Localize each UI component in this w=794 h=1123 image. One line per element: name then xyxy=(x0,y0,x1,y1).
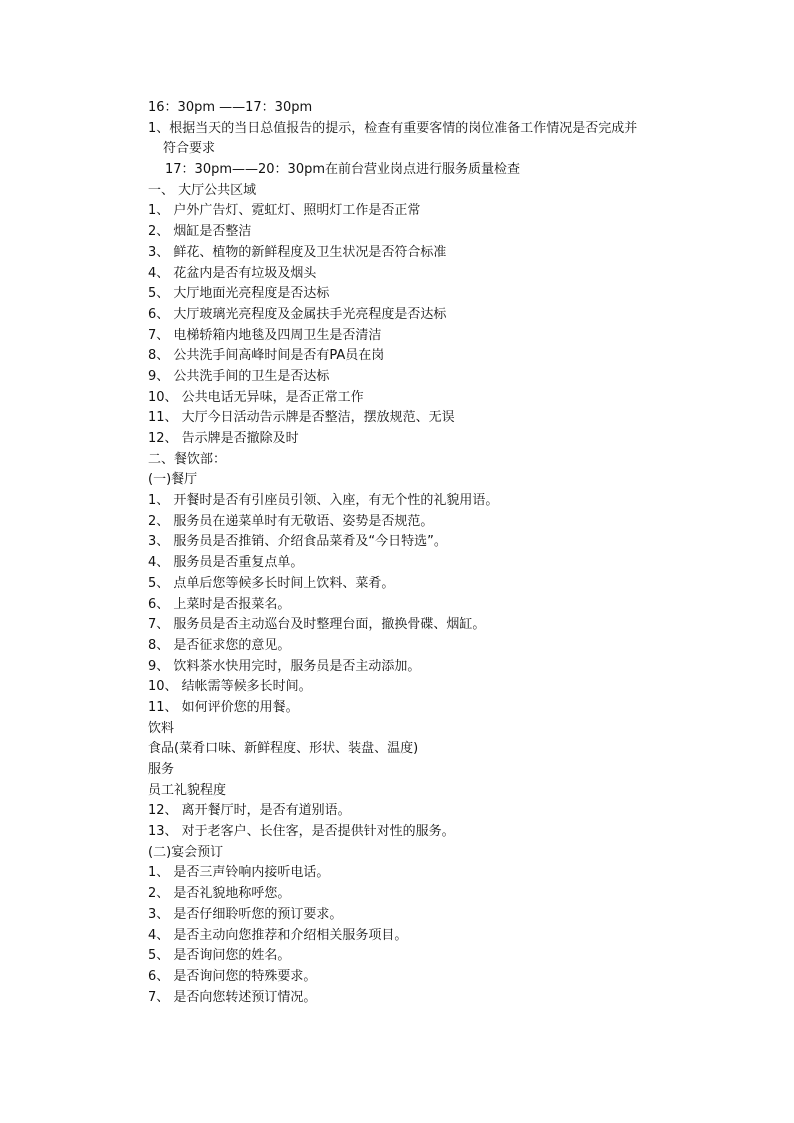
check-item-text-continuation: 符合要求 xyxy=(163,141,216,157)
list-item: 5、 是否询问您的姓名。 xyxy=(148,948,291,964)
rating-category: 服务 xyxy=(148,762,175,777)
list-item: 7、 服务员是否主动巡台及时整理台面，撤换骨碟、烟缸。 xyxy=(148,617,486,633)
subsection-heading-restaurant: (一)餐厅 xyxy=(148,472,198,488)
subsection-heading-banquet-booking: (二)宴会预订 xyxy=(148,844,224,860)
list-item: 3、 鲜花、植物的新鲜程度及卫生状况是否符合标准 xyxy=(148,244,447,260)
list-item: 6、 大厅玻璃光亮程度及金属扶手光亮程度是否达标 xyxy=(148,306,447,322)
list-item: 12、 离开餐厅时，是否有道别语。 xyxy=(148,803,351,819)
list-item: 9、 公共洗手间的卫生是否达标 xyxy=(148,368,330,384)
list-item: 8、 是否征求您的意见。 xyxy=(148,637,291,653)
check-item-text: 1、根据当天的当日总值报告的提示，检查有重要客情的岗位准备工作情况是否完成并 xyxy=(148,120,638,136)
list-item: 7、 是否向您转述预订情况。 xyxy=(148,989,317,1005)
time-range-heading-2: 17：30pm——20：30pm在前台营业岗点进行服务质量检查 xyxy=(165,162,520,178)
list-item: 4、 花盆内是否有垃圾及烟头 xyxy=(148,265,317,281)
list-item: 13、 对于老客户、长住客，是否提供针对性的服务。 xyxy=(148,824,455,840)
list-item: 2、 是否礼貌地称呼您。 xyxy=(148,886,291,902)
list-item: 1、 是否三声铃响内接听电话。 xyxy=(148,865,330,881)
list-item: 10、 结帐需等候多长时间。 xyxy=(148,679,312,695)
list-item: 8、 公共洗手间高峰时间是否有PA员在岗 xyxy=(148,348,385,364)
list-item: 11、 如何评价您的用餐。 xyxy=(148,699,299,715)
list-item: 5、 大厅地面光亮程度是否达标 xyxy=(148,286,330,302)
section-heading-lobby: 一、 大厅公共区域 xyxy=(148,182,257,198)
list-item: 9、 饮料茶水快用完时，服务员是否主动添加。 xyxy=(148,658,421,674)
list-item: 2、 烟缸是否整洁 xyxy=(148,224,252,240)
list-item: 12、 告示牌是否撤除及时 xyxy=(148,431,299,446)
rating-category: 食品(菜肴口味、新鲜程度、形状、装盘、温度) xyxy=(148,741,419,757)
list-item: 4、 服务员是否重复点单。 xyxy=(148,555,304,571)
list-item: 5、 点单后您等候多长时间上饮料、菜肴。 xyxy=(148,575,395,591)
section-heading-food-beverage: 二、餐饮部： xyxy=(148,451,227,467)
time-range-heading-1: 16：30pm ——17：30pm xyxy=(148,100,313,115)
rating-category: 饮料 xyxy=(148,720,175,736)
list-item: 6、 是否询问您的特殊要求。 xyxy=(148,968,317,984)
list-item: 7、 电梯轿箱内地毯及四周卫生是否清洁 xyxy=(148,327,382,343)
list-item: 4、 是否主动向您推荐和介绍相关服务项目。 xyxy=(148,927,408,943)
list-item: 3、 是否仔细聆听您的预订要求。 xyxy=(148,906,343,922)
list-item: 11、 大厅今日活动告示牌是否整洁，摆放规范、无误 xyxy=(148,410,455,426)
document-body xyxy=(148,98,708,1008)
list-item: 3、 服务员是否推销、介绍食品菜肴及“今日特选”。 xyxy=(148,534,447,550)
list-item: 1、 户外广告灯、霓虹灯、照明灯工作是否正常 xyxy=(148,203,421,219)
list-item: 6、 上菜时是否报菜名。 xyxy=(148,596,291,612)
list-item: 10、 公共电话无异味，是否正常工作 xyxy=(148,389,364,405)
list-item: 1、 开餐时是否有引座员引领、入座，有无个性的礼貌用语。 xyxy=(148,493,499,509)
list-item: 2、 服务员在递菜单时有无敬语、姿势是否规范。 xyxy=(148,513,434,529)
rating-category: 员工礼貌程度 xyxy=(148,782,227,798)
